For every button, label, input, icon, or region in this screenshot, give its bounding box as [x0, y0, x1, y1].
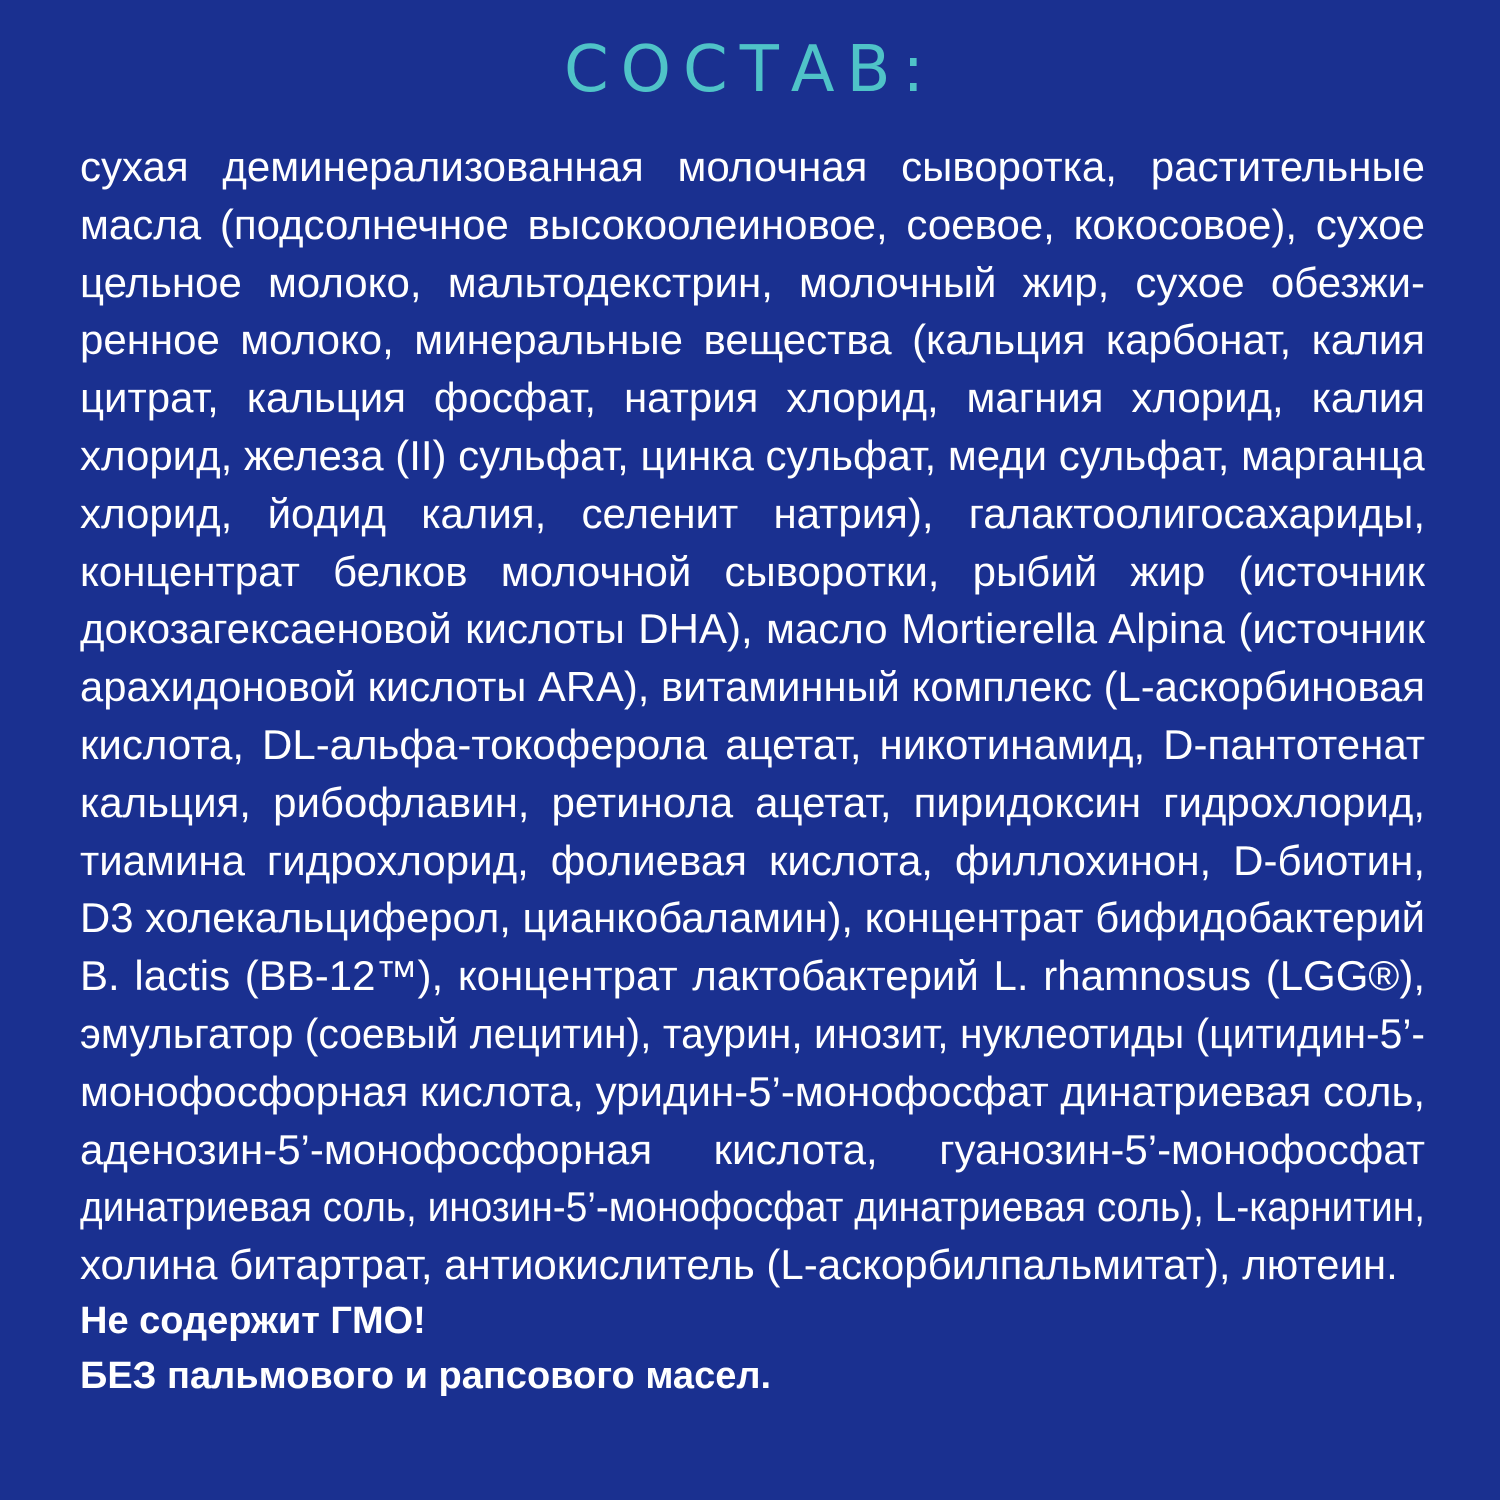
ingredients-line: хлорид, йодид калия, селенит натрия), галактоолигосахариды, — [80, 489, 1425, 537]
ingredients-line: арахидоновой кислоты ARA), витаминный комплекс (L-аскорбиновая — [80, 663, 1425, 711]
ingredients-line: монофосфорная кислота, уридин-5’-монофосфат динатриевая соль, — [80, 1067, 1425, 1115]
ingredients-line: масла (подсолнечное высокоолеиновое, соевое, кокосовое), сухое — [80, 200, 1425, 248]
ingredients-line: кислота, DL-альфа-токоферола ацетат, никотинамид, D-пантотенат — [80, 720, 1425, 768]
ingredients-text — [80, 138, 1425, 1404]
ingredients-line: холина битартрат, антиокислитель (L-аскорбилпальмитат), лютеин. — [80, 1241, 1398, 1289]
ingredients-line: цельное молоко, мальтодекстрин, молочный жир, сухое обезжи- — [80, 258, 1425, 306]
ingredients-line: цитрат, кальция фосфат, натрия хлорид, магния хлорид, калия — [80, 374, 1425, 422]
composition-title: СОСТАВ: — [563, 33, 937, 107]
ingredients-line: эмульгатор (соевый лецитин), таурин, инозит, нуклеотиды (цитидин-5’- — [80, 1009, 1425, 1057]
ingredients-line: D3 холекальциферол, цианкобаламин), концентрат бифидобактерий — [80, 894, 1425, 942]
ingredients-line: концентрат белков молочной сыворотки, рыбий жир (источник — [80, 547, 1425, 595]
no-palm-oil-note: БЕЗ пальмового и рапсового масел. — [80, 1354, 772, 1397]
ingredients-line: кальция, рибофлавин, ретинола ацетат, пиридоксин гидрохлорид, — [80, 778, 1425, 826]
ingredients-line: B. lactis (BB-12™), концентрат лактобактерий L. rhamnosus (LGG®), — [80, 952, 1425, 1000]
ingredients-line: ренное молоко, минеральные вещества (кальция карбонат, калия — [80, 316, 1425, 364]
ingredients-line: сухая деминерализованная молочная сыворотка, растительные — [80, 143, 1425, 190]
ingredients-line: докозагексаеновой кислоты DHA), масло Mortierella Alpina (источник — [80, 605, 1425, 653]
ingredients-line: динатриевая соль, инозин-5’-монофосфат динатриевая соль), L-карнитин, — [80, 1183, 1425, 1231]
no-gmo-note: Не содержит ГМО! — [80, 1299, 426, 1342]
ingredients-line: аденозин-5’-монофосфорная кислота, гуанозин-5’-монофосфат — [80, 1125, 1425, 1173]
ingredients-line: хлорид, железа (II) сульфат, цинка сульфат, меди сульфат, марганца — [80, 431, 1425, 479]
ingredients-line: тиамина гидрохлорид, фолиевая кислота, филлохинон, D-биотин, — [80, 836, 1425, 884]
